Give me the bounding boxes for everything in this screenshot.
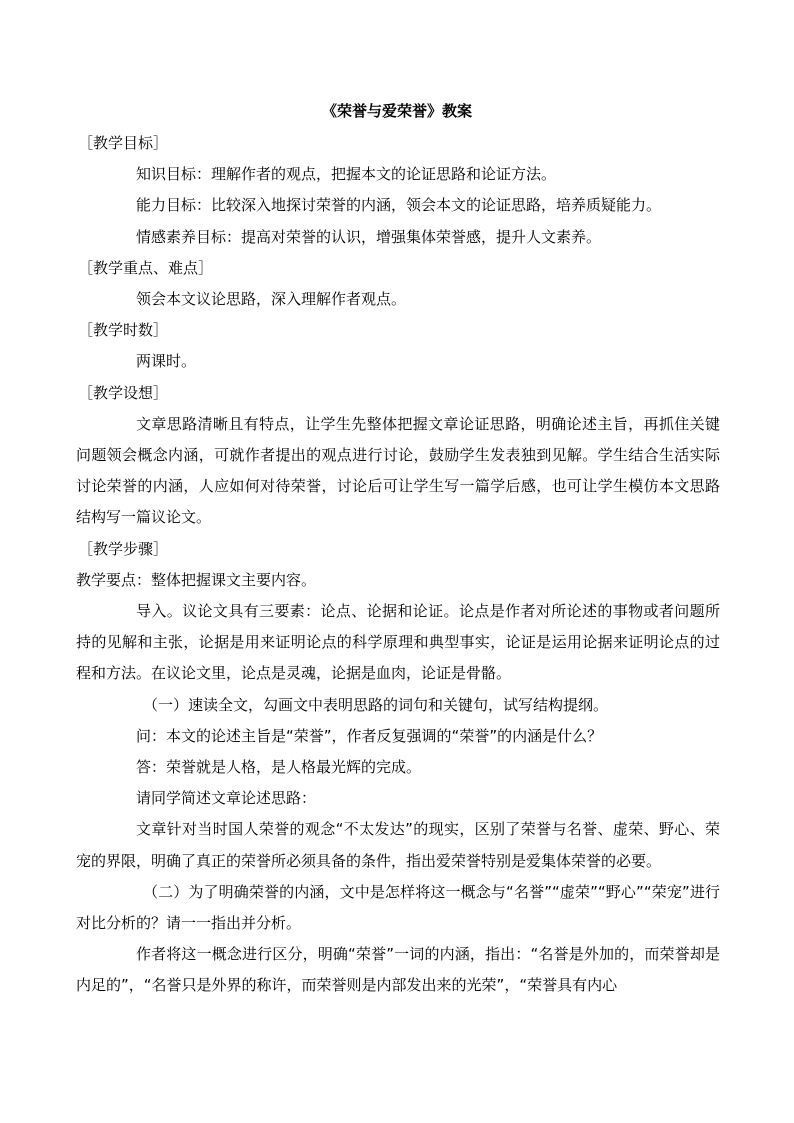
section-heading-hours: ［教学时数］ [78,321,169,340]
outline-paragraph: 文章针对当时国人荣誉的观念“不太发达”的现实，区别了荣誉与名誉、虚荣、野心、荣宠的界限，明确了真正的荣誉所必须具备的条件，指出爱荣誉特别是爱集体荣誉的必要。 [76,820,720,870]
hours-text: 两课时。 [136,352,197,371]
answer-one: 答：荣誉就是人格，是人格最光辉的完成。 [136,758,422,777]
section-heading-goals: ［教学目标］ [78,134,169,152]
goal-ability: 能力目标：比较深入地探讨荣誉的内涵，领会本文的论证思路，培养质疑能力。 [136,196,662,215]
document-body [76,128,720,1002]
analysis-paragraph: 作者将这一概念进行区分，明确“荣誉”一词的内涵，指出：“名誉是外加的，而荣誉却是内足的”，“名誉只是外界的称许，而荣誉则是内部发出来的光荣”，“荣誉具有内心 [76,945,720,995]
task-one: （一）速读全文，勾画文中表明思路的词句和关键句，试写结构提纲。 [143,695,609,714]
intro-paragraph: 导入。议论文具有三要素：论点、论据和论证。论点是作者对所论述的事物或者问题所持的见解和主张，论据是用来证明论点的科学原理和典型事实，论证是运用论据来证明论点的过程和方法。在议论文里，论点是灵魂，论据是血肉，论证是骨骼。 [76,602,720,683]
section-heading-key-points: ［教学重点、难点］ [78,258,214,277]
section-heading-design: ［教学设想］ [78,383,169,402]
section-heading-steps: ［教学步骤］ [78,539,169,558]
ask-outline: 请同学简述文章论述思路： [136,789,317,808]
design-paragraph: 文章思路清晰且有特点，让学生先整体把握文章论证思路，明确论述主旨，再抓住关键问题领会概念内涵，可就作者提出的观点进行讨论，鼓励学生发表独到见解。学生结合生活实际讨论荣誉的内涵，人应如何对待荣誉，讨论后可让学生写一篇学后感，也可让学生模仿本文思路结构写一篇议论文。 [76,414,720,527]
task-two: （二）为了明确荣誉的内涵，文中是怎样将这一概念与“名誉”“虚荣”“野心”“荣宠”进行对比分析的？请一一指出并分析。 [76,882,720,933]
key-points-text: 领会本文议论思路，深入理解作者观点。 [136,290,407,309]
document-title: 《荣誉与爱荣誉》教案 [321,102,472,120]
question-one: 问：本文的论述主旨是“荣誉”，作者反复强调的“荣誉”的内涵是什么？ [136,726,603,745]
steps-focus: 教学要点：整体把握课文主要内容。 [76,570,317,589]
goal-knowledge: 知识目标：理解作者的观点，把握本文的论证思路和论证方法。 [136,165,557,184]
goal-emotion: 情感素养目标：提高对荣誉的认识，增强集体荣誉感，提升人文素养。 [136,227,602,246]
